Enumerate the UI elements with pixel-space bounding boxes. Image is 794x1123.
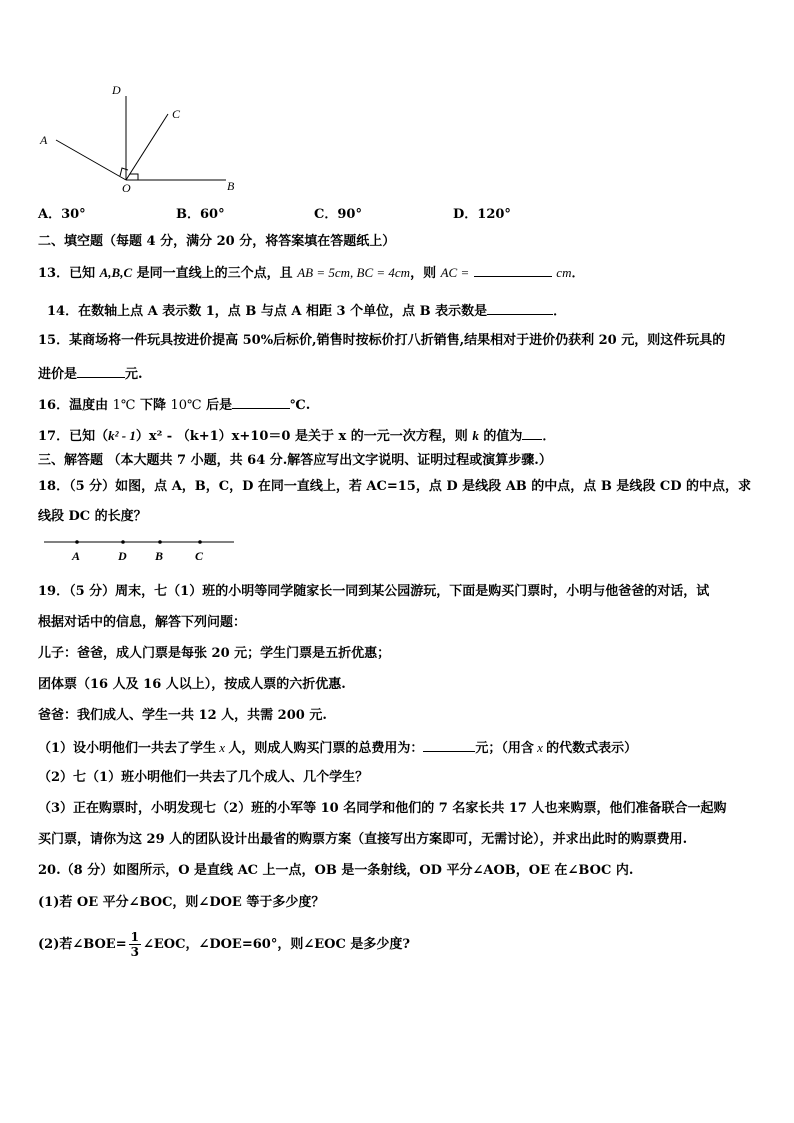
q16-d: ℃. [290, 398, 311, 413]
q13-prefix: 13．已知 [38, 266, 100, 281]
dialogue-son-1: 儿子：爸爸，成人门票是每张 20 元；学生门票是五折优惠； [38, 646, 391, 661]
option-b: B．60° [176, 207, 225, 222]
right-angle-mark [120, 168, 128, 176]
q19-answer-blank[interactable] [423, 738, 475, 752]
q19-p1a: （1）设小明他们一共去了学生 [38, 741, 217, 756]
question-19-part-2: （2）七（1）班小明他们一共去了几个成人、几个学生？ [38, 770, 369, 785]
question-13 [38, 263, 584, 283]
point-label-d: D [118, 549, 127, 563]
q17-c: 的值为 [478, 429, 523, 444]
question-19-line-1: 19．（5 分）周末，七（1）班的小明等同学随家长一同到某公园游玩，下面是购买门票时，小明与他爸爸的对话，试 [38, 584, 710, 599]
q19-p1b: 人，则成人购买门票的总费用为： [228, 741, 424, 756]
dialogue-dad: 爸爸：我们成人、学生一共 12 人，共需 200 元. [38, 708, 327, 723]
q20-p2b: ∠EOC，∠DOE=60°，则∠EOC 是多少度? [142, 937, 410, 952]
q17-d: ． [542, 429, 556, 444]
question-18-line-2: 线段 DC 的长度？ [38, 509, 147, 524]
q19-p1c: 元；（用含 [475, 741, 534, 756]
option-c: C．90° [314, 207, 362, 222]
question-20-part-2 [38, 930, 410, 959]
question-15-line-1: 15．某商场将一件玩具按进价提高 50%后标价,销售时按标价打八折销售,结果相对于进价仍获利 20 元，则这件玩具的 [38, 333, 726, 348]
q16-t1: 1℃ [112, 398, 136, 413]
right-angle-mark-2 [130, 174, 138, 180]
question-14 [47, 301, 566, 321]
point-d [121, 540, 125, 544]
q14-end: ． [553, 304, 567, 319]
q15-answer-blank[interactable] [77, 364, 125, 378]
fraction-numerator: 1 [130, 930, 139, 944]
q15-line2a: 进价是 [38, 367, 78, 382]
q16-c: 后是 [201, 398, 233, 413]
q17-k2: k² - 1 [108, 428, 136, 443]
point-a [75, 540, 79, 544]
label-d: D [112, 83, 121, 97]
q13-ac: AC = [440, 265, 470, 280]
q13-ask: ，则 [410, 266, 441, 281]
question-17 [38, 426, 555, 446]
question-19-part-1 [38, 738, 637, 758]
segment-figure [44, 534, 240, 566]
question-20-part-1: (1)若 OE 平分∠BOC，则∠DOE 等于多少度？ [38, 895, 325, 910]
q19-p1d: 的代数式表示） [546, 741, 638, 756]
angle-figure [30, 78, 250, 198]
q19-p1x2: x [533, 740, 547, 755]
ray-oa [56, 140, 126, 180]
q13-end: ． [571, 266, 585, 281]
fraction-denominator: 3 [130, 945, 139, 959]
q17-b: ）x² - （k+1）x+10＝0 是关于 x 的一元一次方程，则 [135, 429, 473, 444]
question-16 [38, 395, 310, 415]
q13-cond: AB = 5cm, BC = 4cm [297, 265, 411, 280]
option-d: D．120° [453, 207, 511, 222]
q16-a: 16．温度由 [38, 398, 113, 413]
q17-k: k [472, 428, 479, 443]
ray-oc [126, 114, 168, 180]
q16-t2: 10℃ [170, 398, 202, 413]
section-2-title: 二、填空题（每题 4 分，满分 20 分，将答案填在答题纸上） [38, 234, 396, 249]
label-c: C [172, 107, 181, 121]
q13-mid: 是同一直线上的三个点，且 [132, 266, 298, 281]
label-b: B [227, 179, 235, 193]
question-19-part-3-line-2: 买门票，请你为这 29 人的团队设计出最省的购票方案（直接写出方案即可，无需讨论），并求出此时的购票费用. [38, 832, 688, 847]
option-a: A．30° [38, 207, 86, 222]
q17-a: 17．已知（ [38, 429, 109, 444]
question-15-line-2 [38, 364, 143, 384]
question-20-line-1: 20.（8 分）如图所示，O 是直线 AC 上一点，OB 是一条射线，OD 平分∠AOB，OE 在∠BOC 内. [38, 863, 634, 878]
label-o: O [122, 181, 131, 195]
point-b [158, 540, 162, 544]
label-a: A [40, 133, 48, 147]
point-label-b: B [155, 549, 164, 563]
point-label-c: C [195, 549, 204, 563]
q15-line2b: 元. [125, 367, 143, 382]
q17-answer-blank[interactable] [522, 426, 542, 440]
q13-points: A,B,C [99, 265, 133, 280]
point-label-a: A [72, 549, 81, 563]
q16-answer-blank[interactable] [232, 395, 290, 409]
dialogue-son-2: 团体票（16 人及 16 人以上），按成人票的六折优惠. [38, 677, 346, 692]
q19-p1x: x [216, 740, 229, 755]
question-18-line-1: 18．（5 分）如图，点 A，B，C，D 在同一直线上，若 AC=15，点 D 是线段 AB 的中点，点 B 是线段 CD 的中点，求 [38, 479, 752, 494]
q13-answer-blank[interactable] [474, 263, 552, 277]
section-3-title: 三、解答题 （本大题共 7 小题，共 64 分.解答应写出文字说明、证明过程或演算步骤.） [38, 453, 552, 468]
q13-unit: cm [556, 265, 572, 280]
q14-text: 14．在数轴上点 A 表示数 1，点 B 与点 A 相距 3 个单位，点 B 表示数是 [47, 304, 488, 319]
point-c [198, 540, 202, 544]
q20-p2a: (2)若∠BOE= [38, 937, 127, 952]
fraction-one-third [129, 930, 141, 959]
question-19-line-2: 根据对话中的信息，解答下列问题： [38, 615, 247, 630]
q16-b: 下降 [135, 398, 171, 413]
q14-answer-blank[interactable] [487, 301, 553, 315]
question-19-part-3-line-1: （3）正在购票时，小明发现七（2）班的小军等 10 名同学和他们的 7 名家长共 17 人也来购票，他们准备联合一起购 [38, 801, 727, 816]
